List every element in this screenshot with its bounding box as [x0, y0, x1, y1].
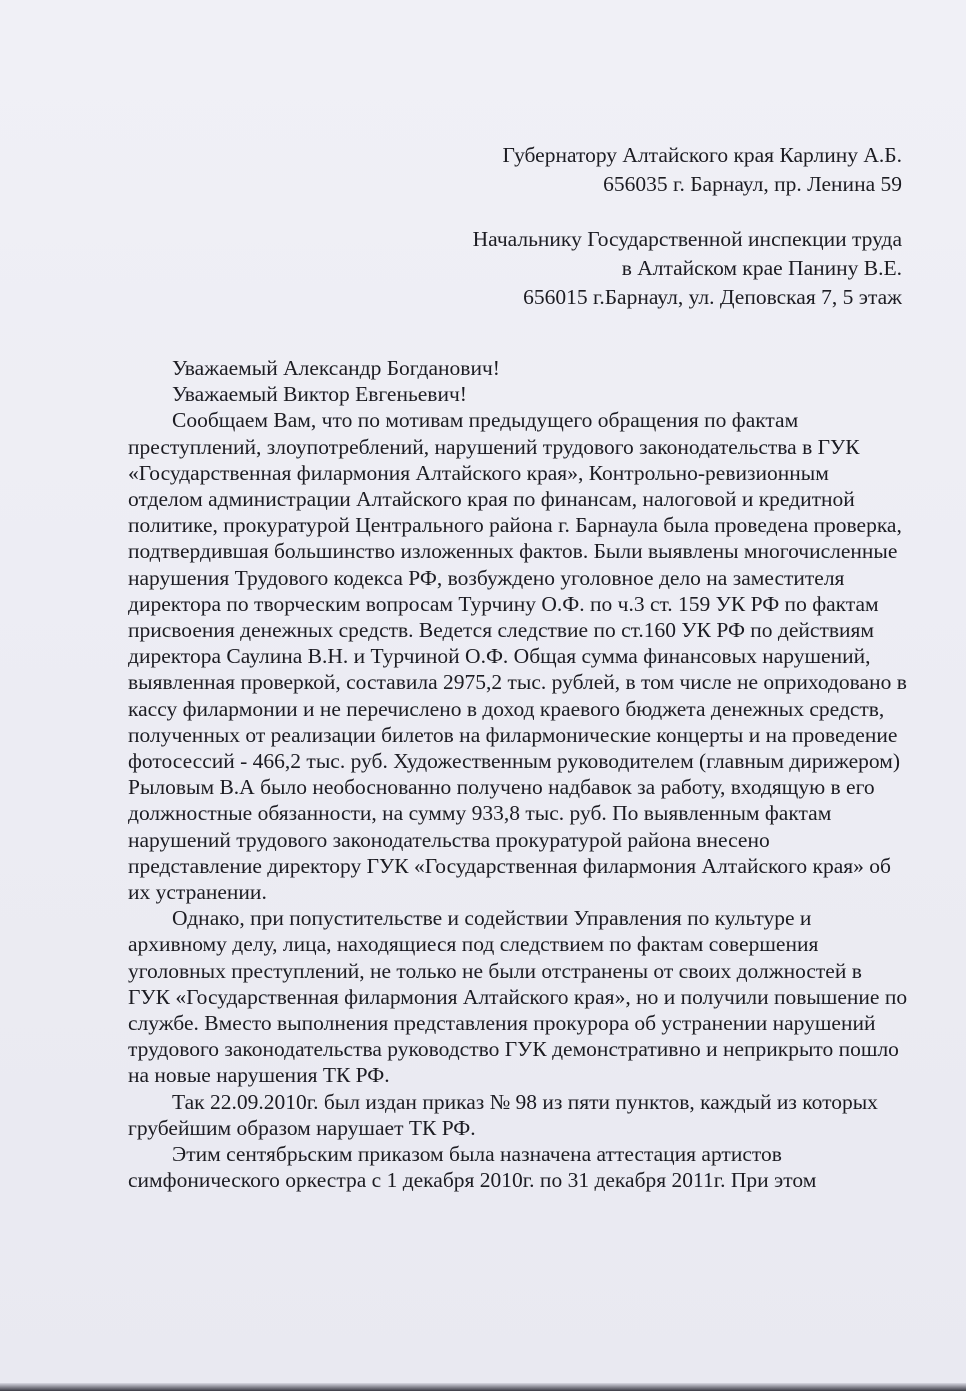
salutation: Уважаемый Александр Богданович! [172, 356, 500, 380]
letter-body [128, 355, 908, 1194]
addressee-labor-inspection [473, 225, 902, 312]
paragraph: Так 22.09.2010г. был издан приказ № 98 из пяти пунктов, каждый из которых грубейшим образом нарушает ТК РФ. [128, 1089, 878, 1140]
addressee-line: Начальнику Государственной инспекции труда [472, 227, 902, 251]
paragraph: Этим сентябрьским приказом была назначена аттестация артистов симфонического оркестра с 1 декабря 2010г. по 31 декабря 2011г. При этом [128, 1142, 817, 1193]
salutation: Уважаемый Виктор Евгеньевич! [172, 382, 467, 407]
scan-bottom-edge [0, 1383, 966, 1391]
addressee-line: в Алтайском крае Панину В.Е. [621, 256, 902, 280]
paragraph: Сообщаем Вам, что по мотивам предыдущего обращения по фактам преступлений, злоупотреблений, нарушений трудового законодательства в ГУК «Государственная филармония Алтайского края», Контрольно-ревизионным отделом администрации Алтайского края по финансам, налоговой и кредитной политике, прокуратурой Центрального района г. Барнаула была проведена проверка, подтвердившая большинство изложенных фактов. Были выявлены многочисленные нарушения Трудового кодекса РФ, возбуждено уголовное дело на заместителя директора по творческим вопросам Турчину О.Ф. по ч.3 ст. 159 УК РФ по фактам присвоения денежных средств. Ведется следствие по ст.160 УК РФ по действиям директора Саулина В.Н. и Турчиной О.Ф. Общая сумма финансовых нарушений, выявленная проверкой, составила 2975,2 тыс. рублей, в том числе не оприходовано в кассу филармонии и не перечислено в доход краевого бюджета денежных средств, полученных от реализации билетов на филармонические концерты и на проведение фотосессий - 466,2 тыс. руб. Художественным руководителем (главным дирижером) Рыловым В.А было необоснованно получено надбавок за работу, входящую в его должностные обязанности, на сумму 933,8 тыс. руб. По выявленным фактам нарушений трудового законодательства прокуратурой района внесено представление директору ГУК «Государственная филармония Алтайского края» об их устранении. [128, 408, 907, 905]
addressee-line: 656015 г.Барнаул, ул. Деповская 7, 5 этаж [523, 285, 902, 309]
addressee-governor [502, 141, 902, 199]
addressee-line: Губернатору Алтайского края Карлину А.Б. [502, 143, 902, 167]
paragraph: Однако, при попустительстве и содействии Управления по культуре и архивному делу, лица, находящиеся под следствием по фактам совершения уголовных преступлений, не только не были отстранены от своих должностей в ГУК «Государственная филармония Алтайского края», но и получили повышение по службе. Вместо выполнения представления прокурора об устранении нарушений трудового законодательства руководство ГУК демонстративно и неприкрыто пошло на новые нарушения ТК РФ. [128, 906, 908, 1088]
addressee-line: 656035 г. Барнаул, пр. Ленина 59 [603, 172, 902, 196]
